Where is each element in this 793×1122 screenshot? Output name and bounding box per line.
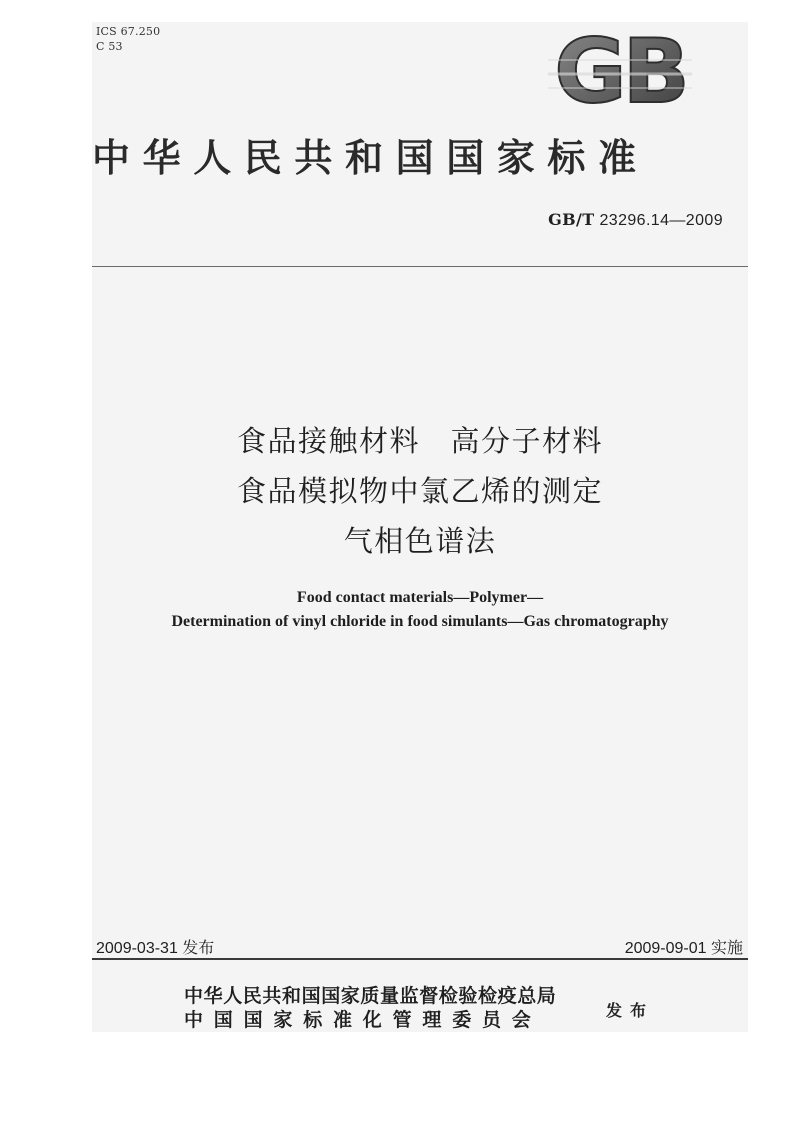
chinese-title-line-3: 气相色谱法: [343, 524, 497, 558]
english-title-line-2: Determination of vinyl chloride in food simulants—Gas chromatography: [171, 613, 669, 630]
gb-logo-text: GB: [554, 30, 686, 116]
chinese-title-line-2: 食品模拟物中氯乙烯的测定: [236, 474, 603, 508]
issue-date: 2009-03-31 发布: [96, 940, 215, 957]
national-standard-heading: 中华人民共和国国家标准: [92, 135, 649, 180]
standard-code: [548, 210, 723, 230]
issuing-authorities: [184, 984, 556, 1032]
classification-codes: [96, 24, 160, 54]
issuer-line-2: 中国国家标准化管理委员会: [184, 1009, 542, 1031]
publish-label: 发布: [606, 1001, 655, 1020]
footer-divider: [92, 958, 748, 960]
ics-code: ICS 67.250: [96, 25, 161, 38]
standard-code-number: 23296.14—2009: [599, 212, 723, 229]
english-title: [92, 586, 748, 634]
standard-code-prefix: GB/T: [548, 210, 595, 229]
chinese-title: [92, 416, 748, 566]
gb-logo: [540, 30, 700, 116]
ccs-code: C 53: [96, 40, 123, 53]
issuer-line-1: 中华人民共和国国家质量监督检验检疫总局: [184, 985, 557, 1007]
english-title-line-1: Food contact materials—Polymer—: [296, 589, 544, 606]
header-divider: [92, 266, 748, 267]
chinese-title-line-1: 食品接触材料 高分子材料: [236, 424, 603, 458]
implementation-date: 2009-09-01 实施: [624, 940, 743, 957]
gb-logo-icon: [540, 30, 700, 116]
